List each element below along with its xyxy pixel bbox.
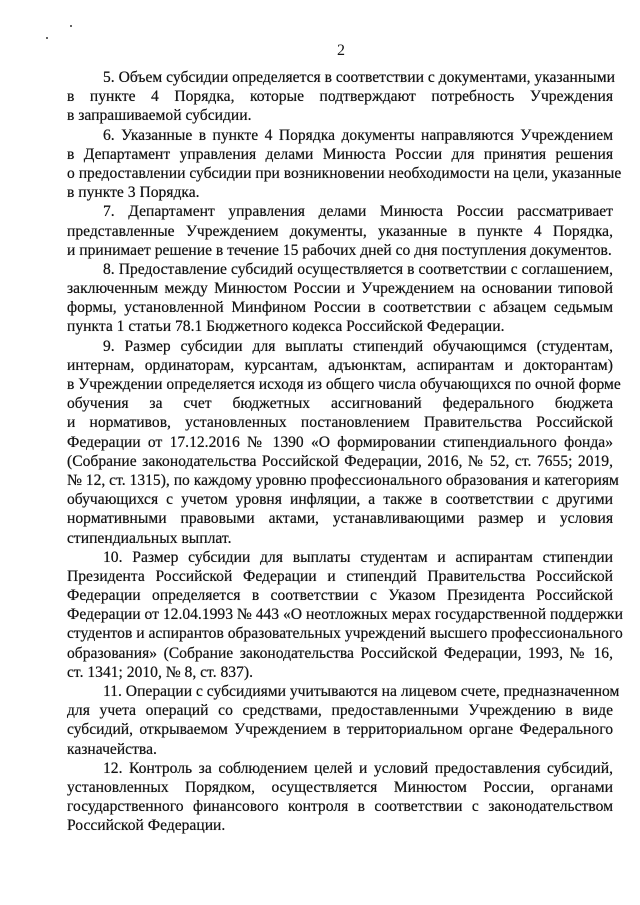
text-line: субсидий, открываемом Учреждением в территориальном органе Федерального xyxy=(67,721,613,739)
paragraph-7 xyxy=(67,202,613,260)
text-line: формы, установленной Минфином России в соответствии с абзацем седьмым xyxy=(67,299,613,317)
text-line: в запрашиваемой субсидии. xyxy=(67,107,252,125)
scan-speck xyxy=(70,25,72,27)
text-line: студентов и аспирантов образовательных учреждений высшего профессионального xyxy=(67,625,623,643)
text-line: 8. Предоставление субсидий осуществляется в соответствии с соглашением, xyxy=(103,260,613,278)
text-line: в Департамент управления делами Минюста России для принятия решения xyxy=(67,145,613,163)
text-line: для учета операций со средствами, предоставленными Учреждению в виде xyxy=(67,702,613,720)
text-line: 11. Операции с субсидиями учитываются на лицевом счете, предназначенном xyxy=(103,683,620,700)
paragraph-10 xyxy=(67,548,623,682)
text-line: образования» (Собрание законодательства Российской Федерации, 1993, № 16, xyxy=(67,644,613,662)
paragraph-5 xyxy=(67,68,613,126)
text-line: (Собрание законодательства Российской Федерации, 2016, № 52, ст. 7655; 2019, xyxy=(67,452,613,470)
text-line: стипендиальных выплат. xyxy=(67,529,232,547)
scan-speck xyxy=(46,37,48,39)
text-line: обучения за счет бюджетных ассигнований федерального бюджета xyxy=(67,395,613,413)
text-line: и принимает решение в течение 15 рабочих дней со дня поступления документов. xyxy=(67,241,612,259)
text-line: ст. 1341; 2010, № 8, ст. 837). xyxy=(67,663,253,681)
text-line: государственного финансового контроля в соответствии с законодательством xyxy=(67,798,613,816)
paragraph-6 xyxy=(67,126,622,203)
text-line: пункта 1 статьи 78.1 Бюджетного кодекса Российской Федерации. xyxy=(67,318,505,336)
text-line: нормативными правовыми актами, устанавливающими размер и условия xyxy=(67,510,613,528)
document-body xyxy=(67,68,623,836)
text-line: казначейства. xyxy=(67,740,157,758)
text-line: обучающихся с учетом уровня инфляции, а также в соответствии с другими xyxy=(67,491,613,509)
text-line: в пункте 4 Порядка, которые подтверждают потребность Учреждения xyxy=(67,88,613,106)
text-line: Федерации от 12.04.1993 № 443 «О неотложных мерах государственной поддержки xyxy=(67,606,623,624)
paragraph-11 xyxy=(67,682,620,759)
text-line: установленных Порядком, осуществляется Минюстом России, органами xyxy=(67,778,613,796)
text-line: 5. Объем субсидии определяется в соответствии с документами, указанными xyxy=(103,69,615,86)
text-line: в пункте 3 Порядка. xyxy=(67,184,200,202)
page-number: 2 xyxy=(337,42,345,59)
text-line: 10. Размер субсидии для выплаты студентам и аспирантам стипендии xyxy=(103,548,613,566)
text-line: № 12, ст. 1315), по каждому уровню профессионального образования и категориям xyxy=(67,471,619,489)
paragraph-8 xyxy=(67,260,613,337)
text-line: в Учреждении определяется исходя из общего числа обучающихся по очной форме xyxy=(67,376,621,393)
text-line: и нормативов, установленных постановлением Правительства Российской xyxy=(67,414,613,432)
text-line: интернам, ординаторам, курсантам, адъюнктам, аспирантам и докторантам) xyxy=(67,356,613,374)
text-line: Федерации определяется в соответствии с Указом Президента Российской xyxy=(67,587,613,605)
text-line: 9. Размер субсидии для выплаты стипендий обучающимся (студентам, xyxy=(103,337,613,355)
text-line: о предоставлении субсидии при возникновении необходимости на цели, указанные xyxy=(67,164,622,182)
text-line: 6. Указанные в пункте 4 Порядка документы направляются Учреждением xyxy=(103,126,613,144)
paragraph-12 xyxy=(67,759,613,836)
text-line: представленные Учреждением документы, указанные в пункте 4 Порядка, xyxy=(67,222,613,240)
text-line: 12. Контроль за соблюдением целей и условий предоставления субсидий, xyxy=(103,759,613,777)
text-line: Российской Федерации. xyxy=(67,817,226,835)
text-line: заключенным между Минюстом России и Учреждением на основании типовой xyxy=(67,280,613,298)
text-line: Президента Российской Федерации и стипендий Правительства Российской xyxy=(67,567,613,585)
text-line: Федерации от 17.12.2016 № 1390 «О формировании стипендиального фонда» xyxy=(67,433,613,451)
text-line: 7. Департамент управления делами Минюста России рассматривает xyxy=(103,203,613,221)
paragraph-9 xyxy=(67,337,621,548)
